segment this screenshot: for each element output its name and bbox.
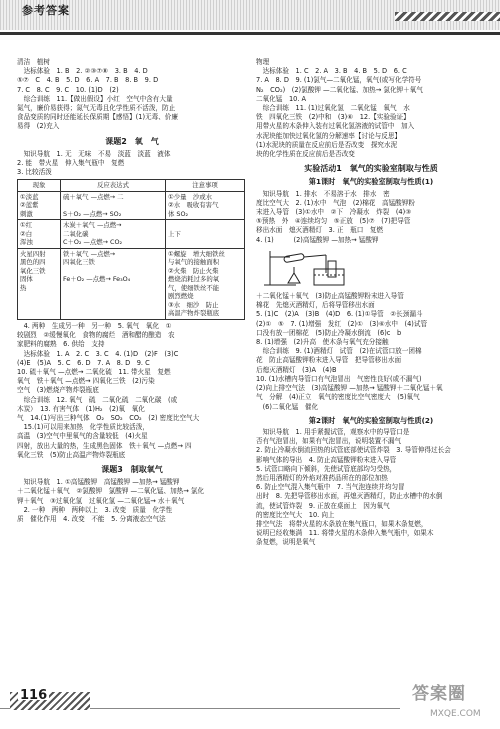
header-stripe	[395, 12, 500, 21]
cell-line: ①红	[20, 221, 33, 230]
answer-line: 5. (1)C (2)A (3)B (4)D 6. (1)①导管 ②长颈漏斗	[256, 310, 423, 319]
table-header-row	[18, 180, 245, 192]
answer-line: 知识导航 1. 用手紧握试管，观察水中的导管口是	[256, 427, 410, 436]
answer-line: (1)水泥块的质量在反应前后是否改变 探究水泥	[256, 140, 398, 149]
answer-line: 用带火星的木条伸入装有过氧化氢溶液的试管中 加入	[256, 122, 415, 131]
left-top-answers	[17, 58, 247, 132]
answer-line: 达标体验 1. C 2. A 3. B 4. B 5. D 6. C	[256, 67, 407, 76]
answer-line: 氧化三铁 (5)防止高温产物炸裂瓶底	[17, 450, 126, 459]
cell-line: 气，使细铁丝不能	[168, 283, 220, 292]
answer-line: 4. 两种 生成另一种 另一种 5. 氧气 氧化 ①	[17, 321, 172, 330]
trough-icon	[314, 261, 344, 285]
cell-line: 固体	[20, 275, 33, 284]
cell-line: ③水 细沙 防止	[168, 300, 219, 309]
answer-line: 排空气法 将带火星的木条放在集气瓶口，如果木条复燃，	[256, 519, 428, 528]
cell-line: 四氧化三铁	[63, 258, 95, 267]
answer-line: 条复燃，说明是氧气	[256, 538, 316, 547]
table-cell-note	[166, 220, 245, 249]
lesson1-title: 第1课时 氧气的实验室制取与性质(1)	[308, 177, 434, 187]
answer-line: 综合训练 11.【做出假设】小红 空气中含有大量	[17, 94, 173, 103]
answer-line: 7. C 8. C 9. C 10. (1)D (2)	[17, 85, 119, 94]
answer-line: 质 催化作用 4. 改变 不能 5. 分离液态空气法	[17, 515, 166, 523]
answer-line: 2. 防止冷凝水倒流回热的试管底部使试管炸裂 3. 导管伸得过长会	[256, 446, 451, 455]
answer-line: 的密度比空气大 10. 向上	[256, 510, 335, 519]
table-cell-eq	[61, 191, 166, 220]
answer-line: 水泥块能加快过氧化氢的分解速率【讨论与反思】	[256, 131, 402, 140]
cell-line: 黑色的四	[20, 258, 46, 267]
answer-line: 度比空气大 2. (1)水中 气泡 (2)棉花 高锰酸钾粉	[256, 198, 415, 207]
topic2-intro	[17, 150, 247, 178]
cell-line: 热	[20, 283, 27, 292]
cell-line: ②蓝紫	[20, 201, 39, 210]
cell-line: ②水 吸收有害气	[168, 201, 219, 210]
cell-line: 剧烈燃烧	[168, 292, 194, 301]
topic3-title: 课题3 制取氧气	[101, 464, 163, 474]
answer-line: 6. 防止空气混入集气瓶中 7. 当气泡连续并均匀冒	[256, 483, 405, 492]
oxygen-comparison-table	[17, 179, 245, 320]
answer-line: 家肥料的腐熟 6. 供给 支持	[17, 340, 105, 349]
cell-line: 氧化三铁	[20, 266, 46, 275]
table-cell-phen	[18, 191, 61, 220]
lesson2-answers	[256, 428, 486, 548]
answer-line: 后熄灭酒精灯 (3)A (4)B	[256, 365, 337, 374]
answer-line: (2)① ⑤ 7. (1)增强 发红 (2)① (3)⑥水中 (4)试管	[256, 319, 428, 328]
cell-line: 上下	[168, 229, 181, 238]
answer-line: 否有气泡冒出，如果有气泡冒出，说明装置不漏气	[256, 437, 402, 446]
answer-line: 综合训练 11. (1)过氧化氢 二氧化锰 氧气 水	[256, 104, 410, 113]
answer-line: 然后用酒精灯的外焰对准药品所在的部位加热	[256, 473, 388, 482]
answer-line: 口没有放一团棉花 (5)防止冷凝水倒流 (6)c b	[256, 328, 402, 337]
watermark-logo: 答案圈	[412, 684, 466, 704]
cell-line: ①少量 沙或水	[168, 192, 213, 201]
cell-line: 硫＋氧气 —点燃→ 二	[63, 192, 124, 201]
answer-line: 10. (1)水槽内导管口有气泡冒出 气密性良好(或不漏气)	[256, 374, 422, 383]
left-column	[17, 58, 247, 524]
answer-line: 5. 试管口略向下倾斜，先使试管底部均匀受热，	[256, 464, 397, 473]
topic2-title: 课题2 氧 气	[105, 136, 159, 146]
apparatus-answer: 4. (1) (2)高锰酸钾 —加热→ 锰酸钾	[256, 235, 379, 244]
answer-line: 末进入导管 (3)①水中 ②下 冷凝水 炸裂 (4)③	[256, 208, 412, 217]
answer-line: 易得 (2)充入	[17, 122, 60, 131]
cell-line: ②火柴 防止火柴	[168, 266, 219, 275]
answer-line: 2. 一种 两种 两种以上 3. 改变 质量 化学性	[17, 505, 173, 514]
cell-line: Fe＋O₂ —点燃→ Fe₃O₄	[63, 275, 131, 284]
stand-icon	[264, 251, 296, 285]
cell-line: S＋O₂ —点燃→ SO₂	[63, 209, 122, 218]
cell-line	[168, 238, 242, 247]
cell-line: 铁＋氧气 —点燃→	[63, 249, 116, 258]
answer-line: 块的化学性质在反应前后是否改变	[256, 150, 355, 159]
activity-title: 实验活动1 氧气的实验室制取与性质	[304, 164, 438, 174]
cell-line	[63, 284, 163, 293]
answer-line: 15.(1)可以用来加热 化学性质比较活泼，	[17, 423, 149, 432]
answer-line: 物理	[256, 58, 270, 66]
answer-line: 影响气体的导出 4. 防止高锰酸钾粉末进入导管	[256, 455, 397, 464]
lesson1-answers	[256, 190, 486, 236]
cell-line: 与氧气的接触面积	[168, 258, 220, 267]
answer-line: 综合训练 12. 氧气 硫 二氧化硫 二氧化碳 (或	[17, 395, 178, 404]
answer-line: 清洁 植树	[17, 58, 50, 66]
right-column	[256, 58, 486, 548]
table-row	[18, 191, 245, 220]
lesson1-answers-cont	[256, 292, 486, 412]
test-tube-icon	[284, 253, 326, 273]
table-header-cell: 现象	[18, 180, 61, 192]
answer-line: 流，使试管炸裂 9. 正放在桌面上 因为氧气	[256, 501, 390, 510]
table-header-cell: 注意事项	[166, 180, 245, 192]
answer-line: 花 防止高锰酸钾粉末进入导管 把导管移出水面	[256, 356, 402, 365]
header-title: 参考答案	[22, 4, 70, 17]
page-footer	[0, 686, 500, 729]
topic3-answers	[17, 478, 247, 524]
answer-line: N₂ CO₂) (2)氯酸钾 —二氧化锰、加热→ 氯化钾＋氧气	[256, 85, 423, 94]
answer-line: 综合训练 9. (1)酒精灯 试管 (2)在试管口放一团棉	[256, 347, 422, 356]
answer-line: ⑤⑦ C 4. B 5. D 6. A 7. B 8. B 9. D	[17, 76, 159, 85]
answer-line: 气 分解 (4)正立 氧气的密度比空气密度大 (5)氧气	[256, 393, 420, 402]
answer-line: 达标体验 1. B 2. ②③⑦⑧ 3. B 4. D	[17, 67, 148, 76]
apparatus-diagram	[256, 247, 486, 287]
answer-line: (4)E (5)A 5. C 6. D 7. A 8. D 9. C	[17, 358, 150, 367]
answer-line: 钾＋氧气 ③过氧化氢 过氧化氢 —二氧化锰→ 水＋氧气	[17, 496, 185, 505]
cell-line: C＋O₂ —点燃→ CO₂	[63, 238, 123, 247]
answer-line: 出时 8. 先把导管移出水面，再熄灭酒精灯，防止水槽中的水倒	[256, 492, 443, 501]
cell-line: 高温产物炸裂瓶底	[168, 309, 220, 318]
answer-line: 3. 比较活泼	[17, 168, 52, 177]
cell-line: 二氧化碳	[63, 229, 89, 238]
answer-line: 食品变质的同时还能延长保质期【感悟】(1)无毒、价廉	[17, 113, 178, 122]
answer-line: 8. (1)增强 (2)升高 使木条与氧气充分接触	[256, 338, 389, 347]
cell-line: 刺激	[20, 209, 33, 218]
answer-line: (6)二氧化锰 催化	[256, 402, 319, 411]
cell-line: 体 SO₂	[168, 209, 189, 218]
header-rule	[0, 32, 500, 35]
cell-line: 浑浊	[20, 238, 33, 247]
answer-line: 达标体验 1. A 2. C 3. C 4. (1)D (2)F (3)C	[17, 349, 179, 358]
answer-line: (2)向上排空气法 (3)高锰酸钾 —加热→ 锰酸钾＋二氧化锰＋氧	[256, 384, 443, 393]
answer-line: ⑤预热 外 ④连续均匀 ⑤正放 (5)⑦ (7)把导管	[256, 217, 411, 226]
answer-line: 7. A 8. D 9. (1)氯气—二氧化锰，氧气(或写化学符号	[256, 76, 422, 85]
cell-line: ②白	[20, 229, 33, 238]
cell-line: 燃烧消耗过多的氧	[168, 275, 220, 284]
page-number: 116	[20, 688, 48, 703]
table-cell-eq	[61, 248, 166, 319]
table-row	[18, 220, 245, 249]
cell-line: ①淡蓝	[20, 192, 39, 201]
cell-line: ①螺旋 增大细铁丝	[168, 249, 225, 258]
table-header-cell: 反应表达式	[61, 180, 166, 192]
cell-line: 火星四射	[20, 249, 46, 258]
answer-line: 气 14.(1)写出三种气体 O₂ SO₂ CO₂ (2) 密度比空气大	[17, 413, 200, 422]
cell-line	[168, 221, 242, 230]
cell-line	[63, 201, 163, 210]
answer-line: 较剧烈 ②缓慢氧化 食物的腐烂 酒和醋的酿造 农	[17, 331, 175, 340]
answer-line: 空气 (3)燃烧产物炸裂瓶底	[17, 386, 99, 395]
right-top-answers	[256, 58, 486, 159]
page-header	[0, 0, 500, 44]
answer-line: 移出水面 熄灭酒精灯 3. 正 瓶口 复燃	[256, 226, 384, 235]
answer-line: 氧气 铁＋氧气 —点燃→ 四氧化三铁 (2)污染	[17, 377, 155, 386]
burner-icon	[288, 267, 300, 283]
table-cell-note	[166, 248, 245, 319]
table-cell-phen	[18, 220, 61, 249]
cell-line: 木炭＋氧气 —点燃→	[63, 221, 122, 230]
answer-line: 四射，放出大量的热，生成黑色固体 铁＋氧气 —点燃→ 四	[17, 441, 192, 450]
answer-line: 知识导航 1. 排水 不易溶于水 排水 密	[256, 189, 390, 198]
topic2-answers	[17, 322, 247, 460]
watermark-url: MXQE.COM	[430, 709, 481, 719]
lesson2-title: 第2课时 氧气的实验室制取与性质(2)	[308, 415, 434, 425]
answer-line: 知识导航 1. ①高锰酸钾 高锰酸钾 —加热→ 锰酸钾	[17, 478, 180, 487]
answer-line: 木炭） 13. 有害气体 (1)H₂ (2)氧 氧化	[17, 404, 145, 413]
table-cell-phen	[18, 248, 61, 319]
answer-line: 棉花 先熄灭酒精灯，后将导管移出水面	[256, 301, 375, 310]
answer-line: 2. 能 带火星 伸入集气瓶中 复燃	[17, 159, 125, 168]
answer-line: 知识导航 1. 无 无味 不易 淡蓝 淡蓝 液体	[17, 149, 171, 158]
answer-line: ＋二氧化锰＋氧气 (3)防止高锰酸钾粉末进入导管	[256, 292, 404, 301]
answer-line: 说明已经收集满 11. 将带火星的木条伸入集气瓶中，如果木	[256, 529, 434, 538]
answer-line: 铁 四氧化三铁 (2)中和 (3)⑥ 12.【实验验证】	[256, 113, 410, 122]
table-row	[18, 248, 245, 319]
answer-line: 氮气，廉价易获得；氮气无毒且化学性质不活泼，防止	[17, 104, 176, 113]
table-cell-eq	[61, 220, 166, 249]
answer-line: 高温 (3)空气中里氧气的含量较低 (4)火星	[17, 432, 148, 441]
table-cell-note	[166, 191, 245, 220]
answer-line: 10. 硫＋氧气 —点燃→ 二氧化硫 11. 带火星 复燃	[17, 367, 171, 376]
answer-line: 二氧化锰 10. A	[256, 94, 307, 103]
answer-line: ＋二氧化锰＋氧气 ②氯酸钾 氯酸钾 —二氧化锰、加热→ 氯化	[17, 487, 205, 496]
